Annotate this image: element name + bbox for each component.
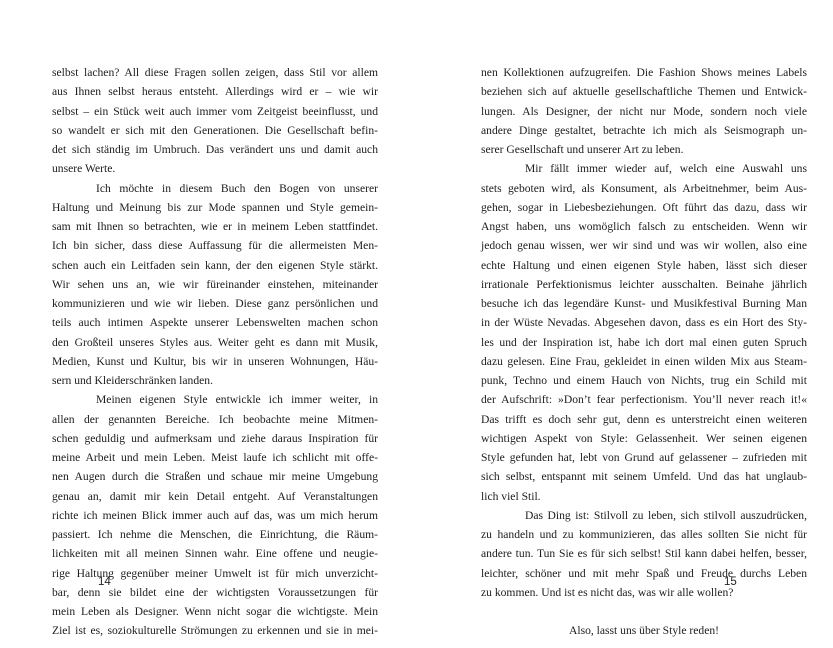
text-line: passiert. Ich nehme die Menschen, die Einrichtung, die Räum- bbox=[52, 528, 378, 541]
text-line: genau an, damit mir kein Detail entgeht. Auf Veranstaltungen bbox=[52, 489, 378, 503]
text-line: andere tun. Tun Sie es für sich selbst! Stil kann dabei helfen, besser, bbox=[481, 547, 807, 561]
text-line: lungen. Als Designer, der nicht nur Mode, sondern noch viele bbox=[481, 104, 807, 118]
text-line: schen geduldig und aufmerksam und ziehe daraus Inspiration für bbox=[52, 431, 378, 445]
right-page bbox=[417, 0, 833, 648]
text-line: in der Wüste Nevadas. Abgesehen davon, dass es ein Hort des Sty- bbox=[481, 316, 807, 330]
text-line: teils auch intimen Aspekte unserer Lebenswelten machen schon bbox=[52, 316, 378, 330]
text-line: Meinen eigenen Style entwickle ich immer weiter, in bbox=[96, 393, 378, 407]
text-line: punk, Techno und einem Hauch von Nichts, trug ein Schild mit bbox=[481, 374, 807, 387]
text-line: Wir sehen uns an, wie wir füreinander einstehen, miteinander bbox=[52, 277, 378, 291]
text-line: kommunizieren und wie wir lieben. Diese ganz persönlichen und bbox=[52, 297, 378, 310]
text-line: zu kommen. Und ist es nicht das, was wir alle wollen? bbox=[481, 585, 734, 599]
text-line: les und der Inspiration ist, habe ich dort mal einen guten Spruch bbox=[481, 335, 807, 349]
text-line: Ich möchte in diesem Buch den Bogen von unserer bbox=[96, 181, 378, 195]
text-line: der Aufschrift: »Don’t fear perfectionism. You’ll never reach it!« bbox=[481, 393, 807, 407]
text-line: allen der genannten Bereiche. Ich beobachte meine Mitmen- bbox=[52, 412, 378, 426]
text-line: Ich bin sicher, dass diese Auffassung für die allermeisten Men- bbox=[52, 239, 378, 253]
text-line: irrationale Perfektionismus leichter ausschalten. Beinahe jährlich bbox=[481, 277, 807, 291]
left-page bbox=[0, 0, 416, 648]
page-number-left: 14 bbox=[98, 576, 111, 588]
text-line: schen auch ein Leitfaden sein kann, der den eigenen Style stärkt. bbox=[52, 258, 378, 272]
text-line: stets geboten wird, als Konsument, als Arbeitnehmer, beim Aus- bbox=[481, 181, 807, 195]
text-line: selbst lachen? All diese Fragen sollen zeigen, dass Stil vor allem bbox=[52, 66, 378, 79]
text-line: lich viel Stil. bbox=[481, 489, 541, 503]
text-line: sich selbst, entspannt mit seinem Umfeld. Und das hat unglaub- bbox=[481, 470, 807, 484]
text-line: so wandelt er sich mit den Generationen. Die Gesellschaft befin- bbox=[52, 123, 378, 137]
text-line: mein Leben als Designer. Wenn nicht sogar die wichtigste. Mein bbox=[52, 605, 378, 618]
text-line: Mir fällt immer wieder auf, welch eine Auswahl uns bbox=[525, 162, 807, 176]
text-line: jedoch genau wissen, wer wir sind und was wir wollen, also eine bbox=[481, 239, 807, 253]
text-line: richte ich meinen Blick immer auch auf das, was um mich herum bbox=[52, 508, 378, 522]
text-line: aus Ihnen selbst heraus entsteht. Allerdings wird er – wie wir bbox=[52, 85, 378, 99]
right-page-text bbox=[481, 63, 807, 641]
text-line: Angst haben, uns womöglich falsch zu entscheiden. Wenn wir bbox=[481, 220, 807, 233]
text-line bbox=[481, 602, 807, 621]
text-line: leichter, schöner und mit mehr Spaß und Freude durchs Leben bbox=[481, 566, 807, 580]
text-line: dazu gelesen. Eine Frau, gekleidet in einen wilden Mix aus Steam- bbox=[481, 354, 807, 368]
left-page-text bbox=[52, 63, 378, 641]
text-line: gehen, sogar in Liebesbeziehungen. Oft führt das dazu, dass wir bbox=[481, 200, 807, 214]
text-line: nen Kollektionen aufzugreifen. Die Fashion Shows meines Labels bbox=[481, 66, 807, 79]
text-line: den Großteil unseres Styles aus. Weiter geht es dann mit Musik, bbox=[52, 335, 378, 349]
page-number-right: 15 bbox=[724, 576, 737, 588]
text-line: rige Haltung gegenüber meiner Umwelt ist für mich unverzicht- bbox=[52, 566, 378, 580]
text-line: andere Dinge gestaltet, betrachte ich mich als Seismograph un- bbox=[481, 123, 807, 137]
text-line: besuche ich das legendäre Kunst- und Musikfestival Burning Man bbox=[481, 297, 807, 310]
text-line: zu handeln und zu kommunizieren, das alles sollten Sie nicht für bbox=[481, 528, 807, 541]
text-line: sern und Kleiderschränken landen. bbox=[52, 374, 213, 387]
text-line: selbst – ein Stück weit auch immer vom Zeitgeist beeinflusst, und bbox=[52, 104, 378, 118]
text-line: Ziel ist es, soziokulturelle Strömungen zu erkennen und sie in mei- bbox=[52, 624, 378, 638]
text-line: meine Arbeit und mein Leben. Meist laufe ich schlicht mit offe- bbox=[52, 451, 378, 464]
text-line: Das trifft es doch sehr gut, denn es unterstreicht einen weiteren bbox=[481, 412, 807, 426]
text-line: det sich ständig im Umbruch. Das verändert uns und damit auch bbox=[52, 143, 378, 156]
text-line: Style gefunden hat, lebt von Grund auf gelassener – zufrieden mit bbox=[481, 451, 807, 464]
text-line: beziehen sich auf aktuelle gesellschaftliche Themen und Entwick- bbox=[481, 85, 807, 99]
text-line: Also, lasst uns über Style reden! bbox=[568, 624, 720, 638]
text-line: Medien, Kunst und Kultur, bis wir in unseren Wohnungen, Häu- bbox=[52, 354, 378, 368]
text-line: serer Gesellschaft und unserer Art zu leben. bbox=[481, 143, 684, 156]
text-line: Haltung und Meinung bis zur Mode spannen und Style gemein- bbox=[52, 200, 378, 214]
text-line: sam mit Ihnen so betrachten, wie er in meinem Leben stattfindet. bbox=[52, 220, 378, 233]
text-line: bar, denn sie bildet eine der wichtigsten Voraussetzungen für bbox=[52, 585, 378, 599]
text-line: Das Ding ist: Stilvoll zu leben, sich stilvoll auszudrücken, bbox=[525, 508, 807, 522]
text-line: unsere Werte. bbox=[52, 162, 116, 176]
text-line: wichtigen Aspekt von Style: Gelassenheit. Wer seinen eigenen bbox=[481, 431, 807, 445]
text-line: echte Haltung und einen eigenen Style haben, lässt sich dieser bbox=[481, 258, 807, 272]
text-line: nen Augen durch die Straßen und schaue mir meine Umgebung bbox=[52, 470, 378, 484]
text-line: lichkeiten mit all meinen Sinnen wahr. Eine offene und neugie- bbox=[52, 547, 378, 561]
